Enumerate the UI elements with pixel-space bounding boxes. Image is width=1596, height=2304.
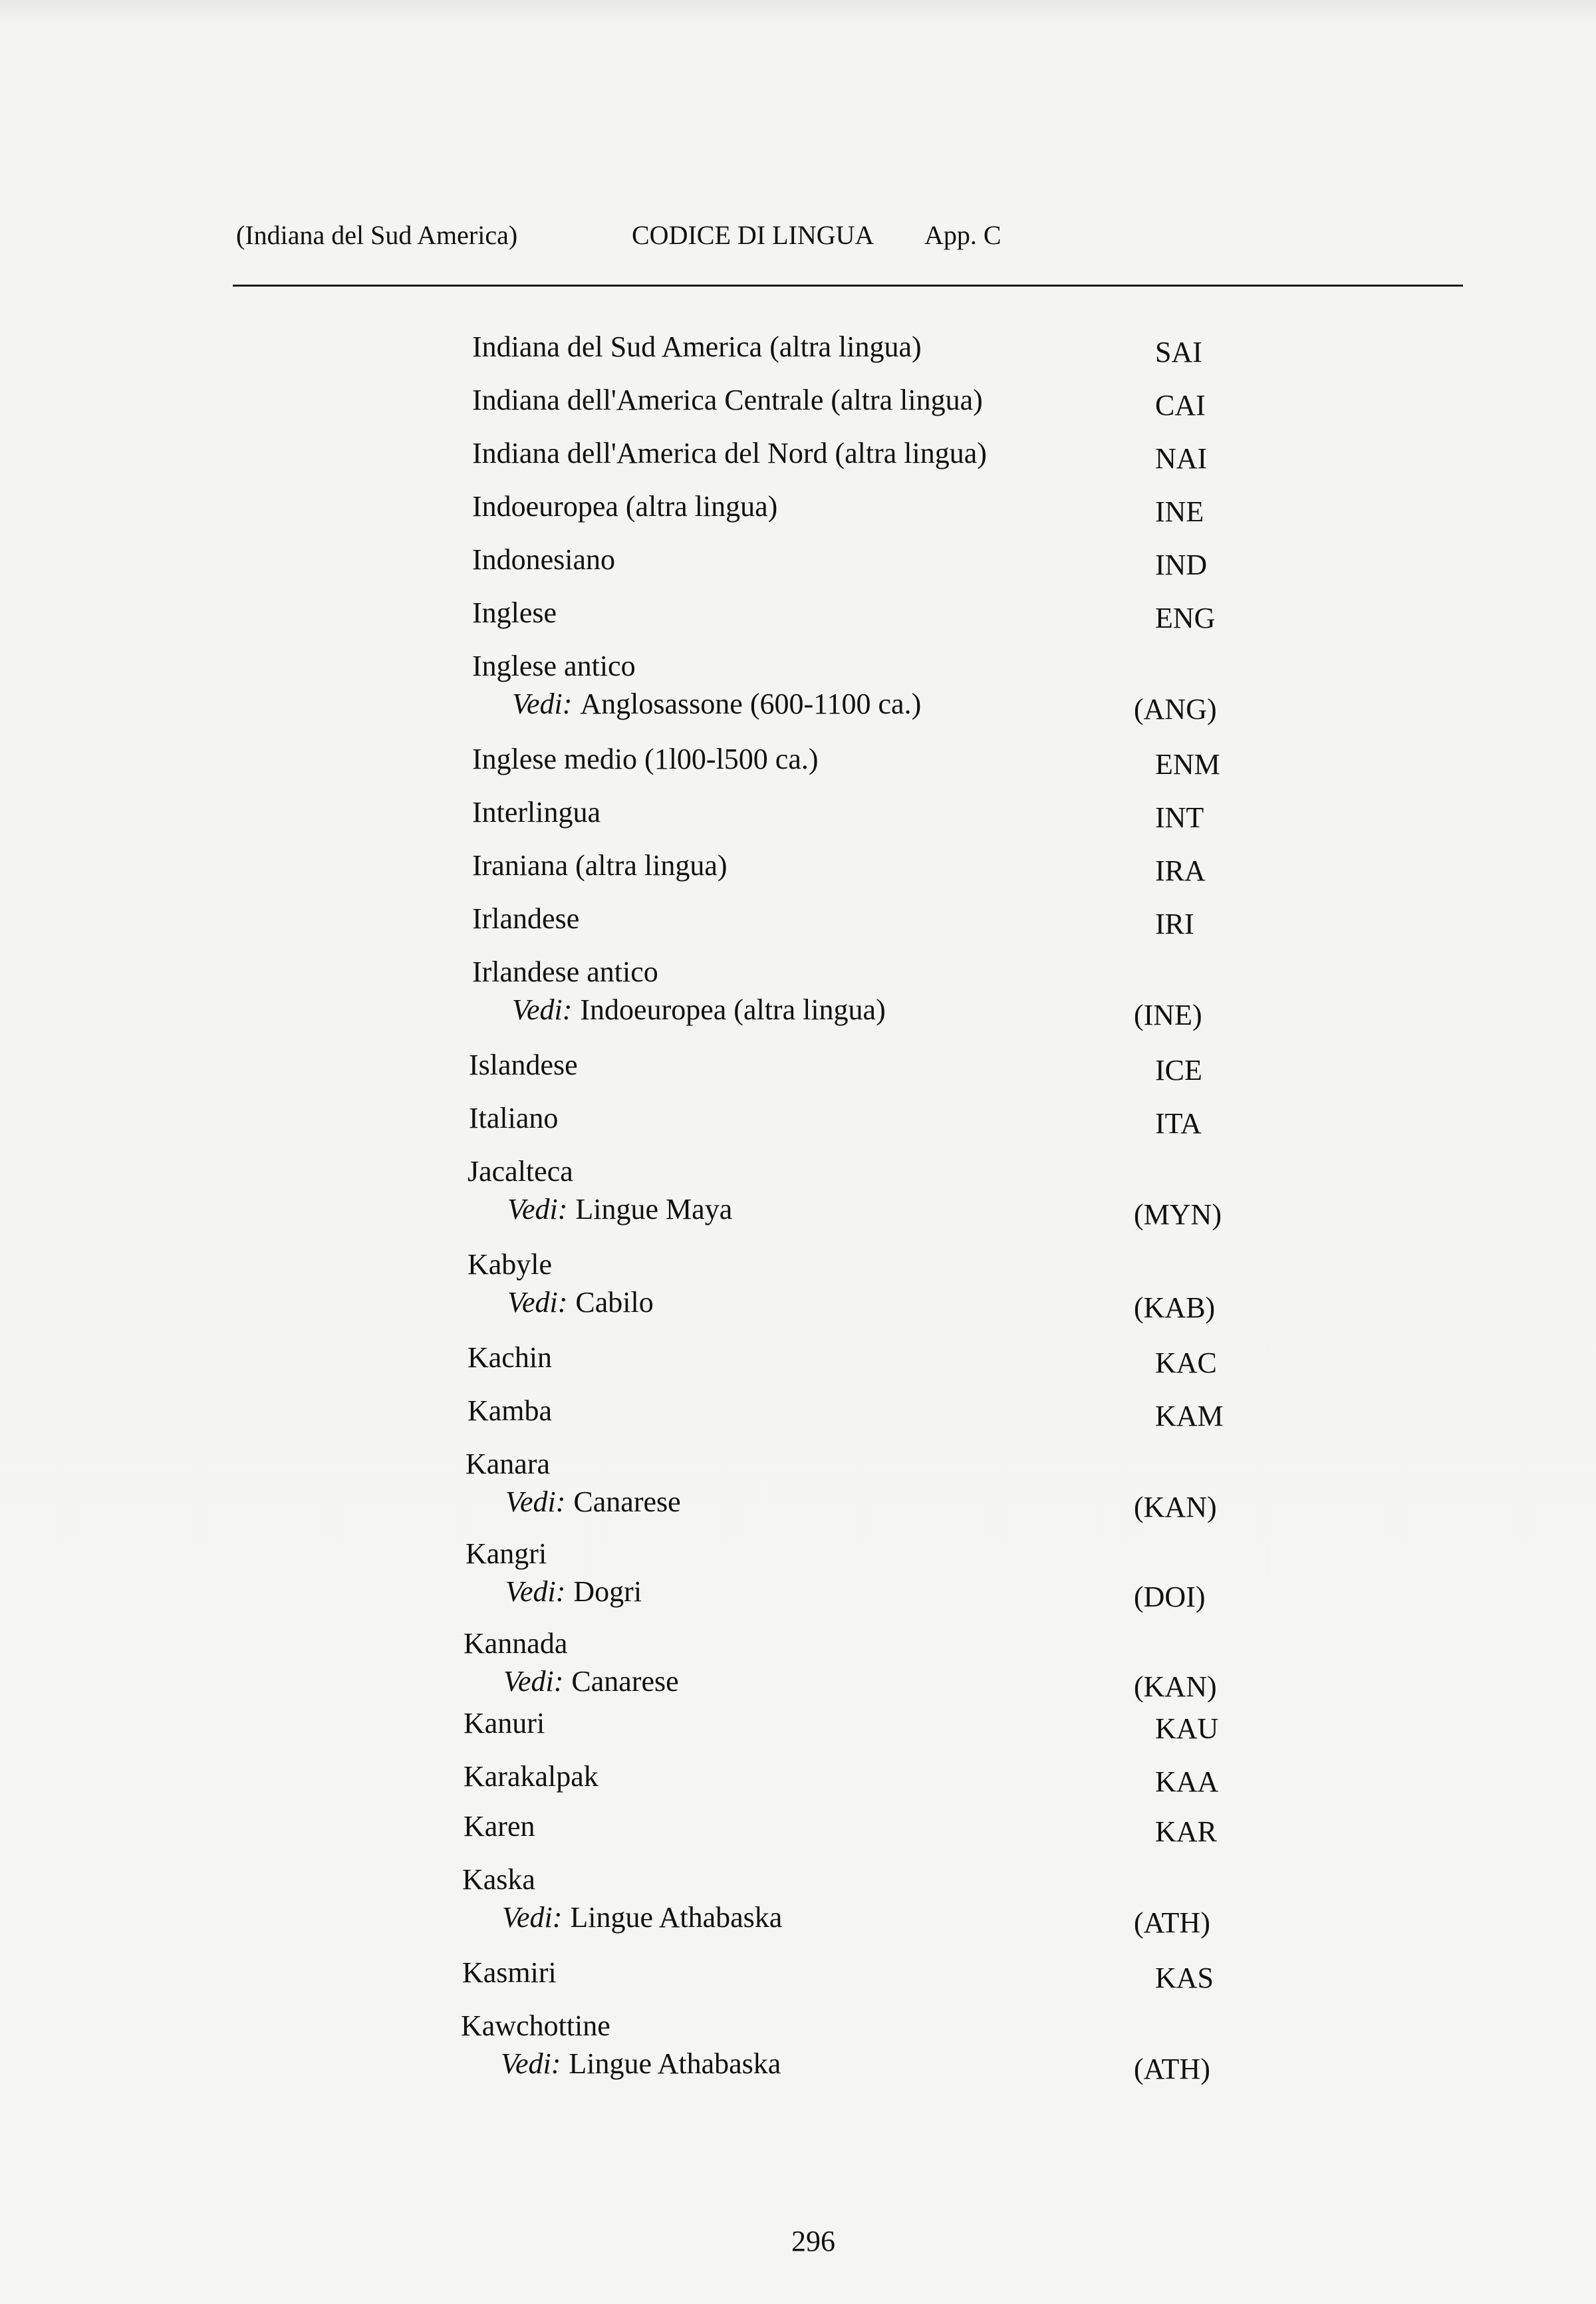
see-target: Lingue Athabaska <box>570 1901 783 1934</box>
language-code: SAI <box>1155 336 1202 368</box>
entry-term: Kabyle <box>467 1248 553 1281</box>
language-code: KAR <box>1155 1815 1217 1848</box>
language-code: ENG <box>1155 602 1216 634</box>
see-reference <box>505 1487 681 1517</box>
see-target: Dogri <box>573 1575 642 1608</box>
page-number: 296 <box>791 2225 835 2257</box>
see-target: Anglosassone (600-1100 ca.) <box>580 688 922 720</box>
language-code: (DOI) <box>1134 1581 1206 1613</box>
entry-term: Kasmiri <box>462 1956 557 1989</box>
entry-term: Indiana dell'America del Nord (altra lingua) <box>472 437 987 469</box>
language-code: IND <box>1155 549 1208 581</box>
language-code: KAC <box>1155 1346 1217 1379</box>
language-code: (MYN) <box>1134 1198 1222 1231</box>
see-target: Lingue Athabaska <box>569 2047 781 2080</box>
see-label: Vedi: <box>507 1286 568 1319</box>
language-code: (ATH) <box>1134 2053 1210 2085</box>
entry-term: Inglese medio (1l00-l500 ca.) <box>472 743 819 775</box>
see-target: Lingue Maya <box>575 1193 733 1225</box>
language-code: ITA <box>1155 1107 1202 1140</box>
entry-term: Jacalteca <box>467 1155 573 1188</box>
language-code: (ATH) <box>1134 1906 1210 1939</box>
see-label: Vedi: <box>512 993 573 1026</box>
header-appendix: App. C <box>924 220 1001 250</box>
entry-term: Indiana dell'America Centrale (altra lingua) <box>472 384 983 416</box>
entry-term: Kanuri <box>464 1707 545 1739</box>
language-code: (INE) <box>1134 999 1202 1031</box>
see-reference <box>512 690 921 719</box>
entry-term: Irlandese antico <box>472 956 658 988</box>
language-code: (KAN) <box>1134 1670 1217 1703</box>
entry-term: Interlingua <box>472 796 601 829</box>
see-target: Indoeuropea (altra lingua) <box>580 993 886 1026</box>
entry-term: Kanara <box>466 1448 551 1480</box>
entry-term: Kannada <box>464 1627 568 1660</box>
language-code: CAI <box>1155 389 1206 422</box>
entry-term: Italiano <box>469 1102 559 1134</box>
entry-term: Karakalpak <box>464 1760 598 1793</box>
header-title: CODICE DI LINGUA <box>632 220 874 250</box>
entry-term: Inglese antico <box>472 650 636 682</box>
see-label: Vedi: <box>501 2047 561 2080</box>
language-code: IRI <box>1155 908 1194 940</box>
see-label: Vedi: <box>502 1901 563 1934</box>
language-code: KAM <box>1155 1400 1224 1432</box>
see-reference <box>512 995 886 1025</box>
see-label: Vedi: <box>512 688 573 720</box>
entry-term: Kamba <box>467 1394 553 1427</box>
see-target: Canarese <box>571 1665 679 1698</box>
entry-term: Iraniana (altra lingua) <box>472 849 728 882</box>
see-reference <box>505 1577 642 1606</box>
see-target: Canarese <box>573 1485 681 1518</box>
see-label: Vedi: <box>503 1665 564 1698</box>
see-reference <box>501 2049 781 2079</box>
see-label: Vedi: <box>505 1575 566 1608</box>
entry-term: Kangri <box>466 1537 547 1570</box>
entry-term: Kaska <box>462 1863 535 1896</box>
entry-term: Kawchottine <box>461 2009 610 2042</box>
language-code: KAS <box>1155 1962 1214 1994</box>
see-label: Vedi: <box>507 1193 568 1225</box>
header-rule <box>233 285 1463 287</box>
see-reference <box>503 1667 679 1696</box>
language-code: ICE <box>1155 1054 1202 1087</box>
language-code: (ANG) <box>1134 693 1217 725</box>
see-reference <box>507 1288 654 1317</box>
see-label: Vedi: <box>505 1485 566 1518</box>
entry-term: Indiana del Sud America (altra lingua) <box>472 330 922 363</box>
header-section-name: (Indiana del Sud America) <box>236 220 518 250</box>
entry-term: Karen <box>464 1810 535 1843</box>
entry-term: Kachin <box>467 1341 553 1374</box>
language-code: NAI <box>1155 442 1208 475</box>
entry-term: Islandese <box>469 1049 578 1081</box>
language-code: KAU <box>1155 1712 1219 1745</box>
entry-term: Irlandese <box>472 902 580 935</box>
entry-term: Indoeuropea (altra lingua) <box>472 490 778 523</box>
entry-term: Indonesiano <box>472 543 616 576</box>
see-target: Cabilo <box>575 1286 654 1319</box>
see-reference <box>507 1195 732 1224</box>
see-reference <box>502 1903 782 1932</box>
language-code: (KAN) <box>1134 1491 1217 1523</box>
language-code: IRA <box>1155 854 1206 887</box>
language-code: INE <box>1155 495 1204 528</box>
entry-term: Inglese <box>472 596 557 629</box>
language-code: INT <box>1155 801 1204 834</box>
language-code: (KAB) <box>1134 1291 1216 1324</box>
language-code: ENM <box>1155 748 1220 781</box>
language-code: KAA <box>1155 1765 1219 1798</box>
